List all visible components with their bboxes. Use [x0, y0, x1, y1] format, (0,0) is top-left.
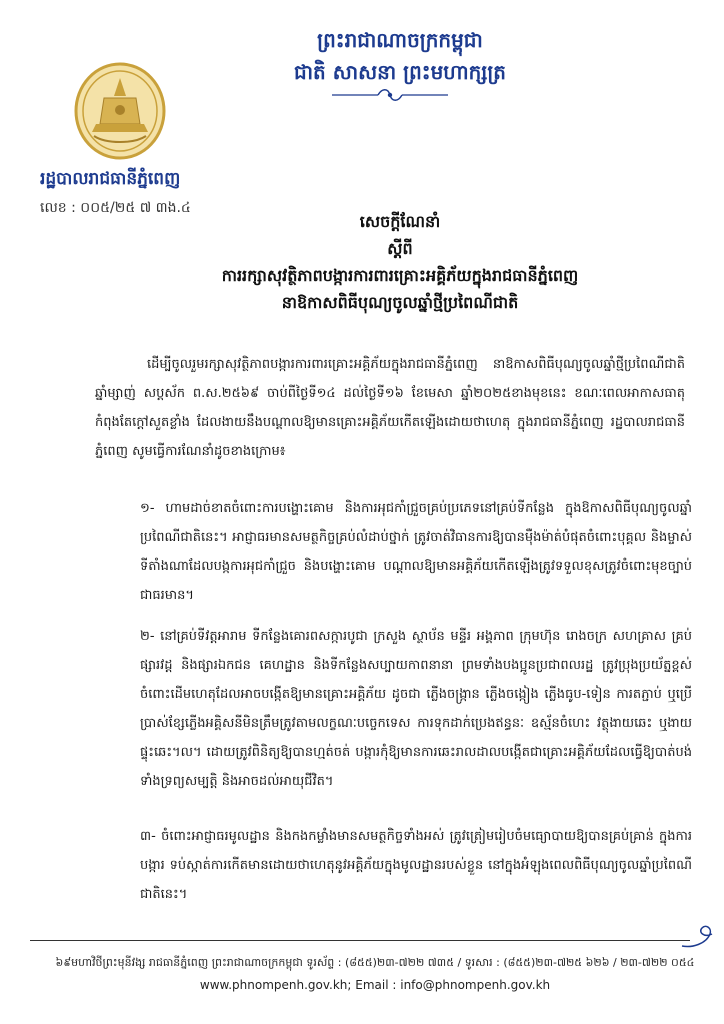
city-seal-icon	[74, 62, 166, 160]
list-item: ១- ហាមដាច់ខាតចំពោះការបង្ហោះគោម និងការអុជកាំជ្រួចគ្រប់ប្រភេទនៅគ្រប់ទីកន្លែង ក្នុងឱកាសពិធីបុណ្យចូលឆ្នាំប្រពៃណីជាតិនេះ។ អាជ្ញាធរមានសមត្ថកិច្ចគ្រប់លំដាប់ថ្នាក់ ត្រូវចាត់វិធានការឱ្យបានម៉ឺងម៉ាត់បំផុតចំពោះបុគ្គល និងម្ចាស់ទីតាំងណាដែលបង្កការអុជកាំជ្រួច និងបង្ហោះគោម បណ្តាលឱ្យមានអគ្គិភ័យកើតឡើងត្រូវទទួលខុសត្រូវចំពោះមុខច្បាប់ជាធរមាន។	[140, 501, 692, 603]
letterhead-header	[250, 24, 550, 88]
issuer-name: រដ្ឋបាលរាជធានីភ្នំពេញ	[40, 169, 181, 189]
kingdom-title: ព្រះរាជាណាចក្រកម្ពុជា	[317, 28, 483, 52]
national-motto: ជាតិ សាសនា ព្រះមហាក្សត្រ	[294, 60, 506, 84]
intro-paragraph: ដើម្បីចូលរួមរក្សាសុវត្ថិភាពបង្ការការពារគ្រោះអគ្គិភ័យក្នុងរាជធានីភ្នំពេញ នាឱកាសពិធីបុណ្យចូលឆ្នាំថ្មីប្រពៃណីជាតិ ឆ្នាំម្សាញ់ សប្តស័ក ព.ស.២៥៦៩ ចាប់ពីថ្ងៃទី១៤ ដល់ថ្ងៃទី១៦ ខែមេសា ឆ្នាំ២០២៥ខាងមុខនេះ ខណៈពេលអាកាសធាតុកំពុងតែក្តៅសួតខ្លាំង ដែលងាយនឹងបណ្តាលឱ្យមានគ្រោះអគ្គិភ័យកើតឡើងដោយថាហេតុ ក្នុងរាជធានីភ្នំពេញ រដ្ឋបាលរាជធានីភ្នំពេញ សូមធ្វើការណែនាំដូចខាងក្រោម៖	[95, 357, 685, 459]
footer-contact: www.phnompenh.gov.kh; Email : info@phnompenh.gov.kh	[199, 978, 551, 992]
title-line-2: ស្តីពី	[387, 239, 413, 258]
footer-curl-icon	[678, 922, 718, 952]
title-line-3: ការរក្សាសុវត្ថិភាពបង្ការការពារគ្រោះអគ្គិភ័យក្នុងរាជធានីភ្នំពេញ	[221, 266, 579, 285]
ornament-divider-icon	[330, 86, 450, 104]
list-item: ៣- ចំពោះអាជ្ញាធរមូលដ្ឋាន និងកងកម្លាំងមានសមត្ថកិច្ចទាំងអស់ ត្រូវត្រៀមរៀបចំមធ្យោបាយឱ្យបានគ្រប់គ្រាន់ ក្នុងការបង្ការ ទប់ស្កាត់ការកើតមានដោយថាហេតុនូវអគ្គិភ័យក្នុងមូលដ្ឋានរបស់ខ្លួន នៅក្នុងអំឡុងពេលពិធីបុណ្យចូលឆ្នាំប្រពៃណីជាតិនេះ។	[140, 829, 692, 902]
list-item: ២- នៅគ្រប់ទីវត្តអារាម ទីកន្លែងគោរពសក្ការបូជា ក្រសួង ស្ថាប័ន មន្ទីរ អង្គភាព ក្រុមហ៊ុន រោងចក្រ សហគ្រាស គ្រប់ផ្សារវដ្ត និងផ្សារឯកជន គេហដ្ឋាន និងទីកន្លែងសប្បាយកាពនានា ព្រមទាំងបងប្អូនប្រជាពលរដ្ឋ ត្រូវប្រុងប្រយ័ត្នខ្ពស់ចំពោះដើមហេតុដែលអាចបង្កើតឱ្យមានគ្រោះអគ្គិភ័យ ដូចជា ភ្លើងចង្ក្រាន ភ្លើងចង្កៀង ភ្លើងធូប-ទៀន ការតភ្ជាប់ ឬប្រើប្រាស់ខ្សែភ្លើងអគ្គិសនីមិនត្រឹមត្រូវតាមលក្ខណៈបច្ចេកទេស ការទុកដាក់ប្រេងឥន្ធនៈ ឧស្ម័នចំហេះ វត្ថុងាយឆេះ ឬងាយផ្ទុះឆេះ។ល។ ដោយត្រូវពិនិត្យឱ្យបានហ្មត់ចត់ បង្ការកុំឱ្យមានការឆេះរាលដាលបង្កើតជាគ្រោះអគ្គិភ័យដែលធ្វើឱ្យបាត់បង់ទាំងទ្រព្យសម្បត្តិ និងអាចដល់អាយុជីវិត។	[140, 629, 692, 789]
title-line-4: នាឱកាសពិធីបុណ្យចូលឆ្នាំថ្មីប្រពៃណីជាតិ	[281, 293, 519, 312]
footer-address: ៦៩មហាវិថីព្រះមុនីវង្ស រាជធានីភ្នំពេញ ព្រះរាជាណាចក្រកម្ពុជា ទូរស័ព្ទ : (៨៥៥)២៣-៧២២ ៧៣៥ / ទូរសារ : (៨៥៥)២៣-៧២៥ ៦២៦ / ២៣-៧២២ ០៥៤	[55, 956, 695, 969]
reference-number: លេខ : ០០៥/២៥ ៧ ៣ង.៤	[40, 200, 191, 216]
footer-divider	[30, 940, 690, 941]
title-line-1: សេចក្តីណែនាំ	[359, 212, 441, 231]
document-title	[150, 208, 650, 316]
